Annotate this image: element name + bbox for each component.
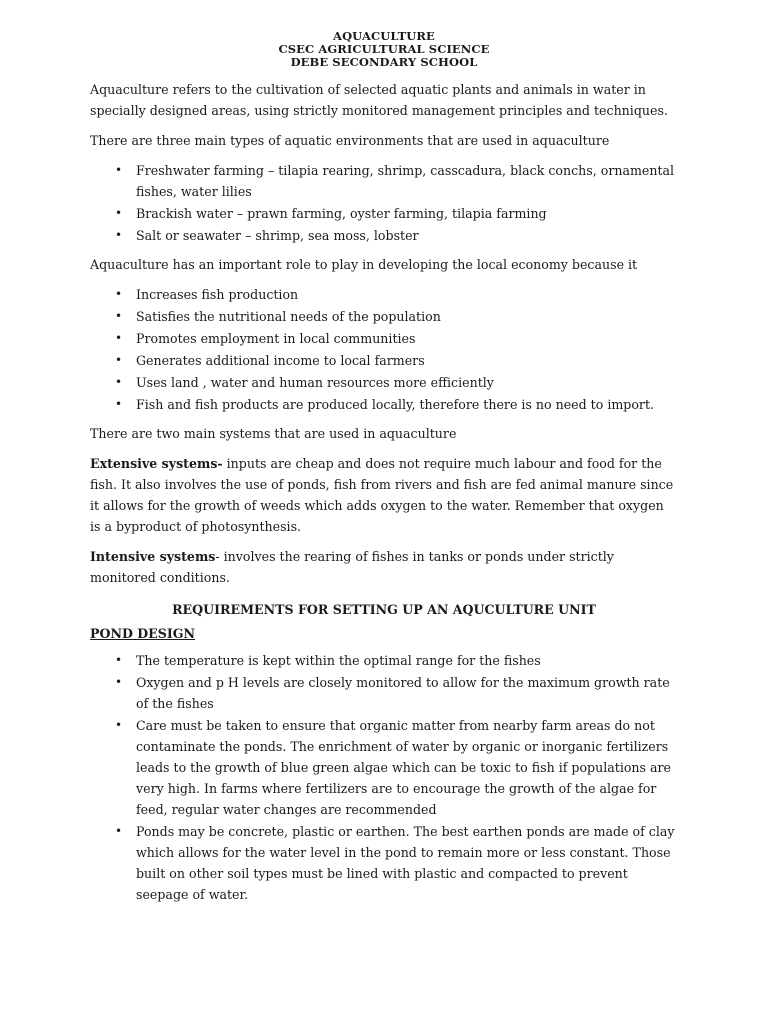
- environments-lead: There are three main types of aquatic environments that are used in aquaculture: [90, 133, 610, 148]
- extensive-systems-paragraph: Extensive systems- inputs are cheap and does not require much labour and food for the fish. It also involves the use of ponds, fish from rivers and fish are fed animal manure since it allows for the growth of weeds which adds oxygen to the water. Remember that oxygen is a byproduct of photosynthesis.: [90, 456, 674, 534]
- requirements-heading: REQUIREMENTS FOR SETTING UP AN AQUCULTURE UNIT: [172, 602, 596, 617]
- list-item: • Generates additional income to local farmers: [90, 350, 678, 371]
- list-item: • Ponds may be concrete, plastic or earthen. The best earthen ponds are made of clay which allows for the water level in the pond to remain more or less constant. Those built on other soil types must be lined with plastic and compacted to prevent seepage of water.: [90, 821, 678, 905]
- extensive-systems-label: Extensive systems-: [90, 456, 223, 471]
- bullet-icon: •: [115, 206, 123, 220]
- bullet-icon: •: [115, 309, 123, 323]
- bullet-icon: •: [115, 287, 123, 301]
- header-subject: CSEC AGRICULTURAL SCIENCE: [278, 42, 490, 56]
- header-school: DEBE SECONDARY SCHOOL: [290, 55, 478, 69]
- document-header: [90, 30, 678, 69]
- list-item: • The temperature is kept within the optimal range for the fishes: [90, 650, 678, 671]
- bullet-icon: •: [115, 375, 123, 389]
- list-item: • Brackish water – prawn farming, oyster farming, tilapia farming: [90, 203, 678, 224]
- list-item: • Oxygen and p H levels are closely monitored to allow for the maximum growth rate of the fishes: [90, 672, 678, 714]
- list-item: • Care must be taken to ensure that organic matter from nearby farm areas do not contaminate the ponds. The enrichment of water by organic or inorganic fertilizers leads to the growth of blue green algae which can be toxic to fish if populations are very high. In farms where fertilizers are to encourage the growth of the algae for feed, regular water changes are recommended: [90, 715, 678, 820]
- bullet-icon: •: [115, 397, 123, 411]
- bullet-icon: •: [115, 163, 123, 177]
- list-item: • Fish and fish products are produced locally, therefore there is no need to import.: [90, 394, 678, 415]
- intro-paragraph: Aquaculture refers to the cultivation of selected aquatic plants and animals in water in specially designed areas, using strictly monitored management principles and techniques.: [90, 82, 668, 118]
- list-item: • Uses land , water and human resources more efficiently: [90, 372, 678, 393]
- intensive-systems-paragraph: Intensive systems- involves the rearing of fishes in tanks or ponds under strictly monitored conditions.: [90, 549, 614, 585]
- header-title: AQUACULTURE: [333, 29, 435, 43]
- list-item: • Increases fish production: [90, 284, 678, 305]
- bullet-icon: •: [115, 824, 123, 838]
- pond-design-list: [90, 650, 678, 905]
- bullet-icon: •: [115, 653, 123, 667]
- economy-list: [90, 284, 678, 415]
- list-item: • Freshwater farming – tilapia rearing, shrimp, casscadura, black conchs, ornamental fishes, water lilies: [90, 160, 678, 202]
- bullet-icon: •: [115, 353, 123, 367]
- economy-lead: Aquaculture has an important role to play in developing the local economy because it: [90, 257, 638, 272]
- list-item: • Promotes employment in local communities: [90, 328, 678, 349]
- list-item: • Salt or seawater – shrimp, sea moss, lobster: [90, 225, 678, 246]
- bullet-icon: •: [115, 675, 123, 689]
- pond-design-heading: POND DESIGN: [90, 626, 196, 641]
- bullet-icon: •: [115, 331, 123, 345]
- list-item: • Satisfies the nutritional needs of the population: [90, 306, 678, 327]
- bullet-icon: •: [115, 228, 123, 242]
- bullet-icon: •: [115, 718, 123, 732]
- systems-lead: There are two main systems that are used in aquaculture: [90, 426, 457, 441]
- intensive-systems-label: Intensive systems: [90, 549, 216, 564]
- environments-list: [90, 160, 678, 246]
